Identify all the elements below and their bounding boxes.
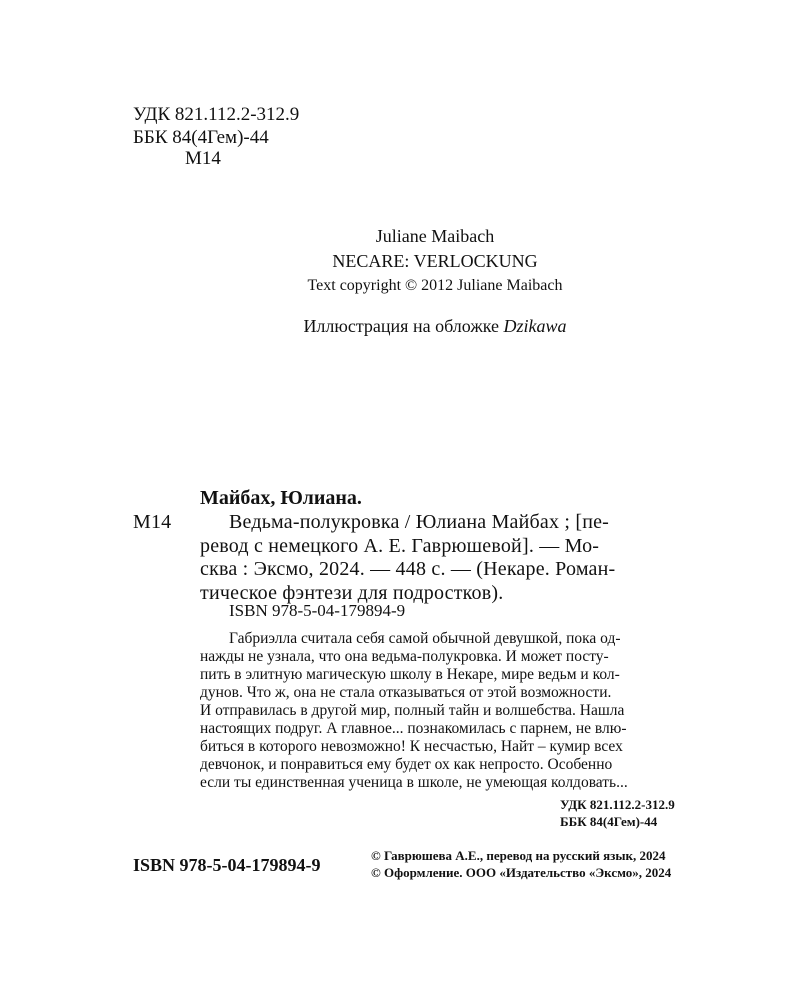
annotation-line: биться в которого невозможно! К несчастью, Найт – кумир всех	[200, 738, 623, 755]
annotation-line: девчонок, и понравиться ему будет ох как непросто. Особенно	[200, 756, 613, 773]
bib-line: сква : Эксмо, 2024. — 448 с. — (Некаре. Роман-	[200, 558, 616, 580]
bib-line: ревод с немецкого А. Е. Гаврюшевой]. — Мо-	[200, 535, 600, 557]
bib-isbn: ISBN 978-5-04-179894-9	[229, 601, 406, 620]
author-mark: М14	[185, 148, 221, 169]
bib-author-mark: М14	[133, 511, 172, 533]
illustration-credit	[0, 316, 800, 337]
annotation-line: Габриэлла считала себя самой обычной девушкой, пока од-	[229, 630, 621, 647]
text-copyright: Text copyright © 2012 Juliane Maibach	[307, 277, 563, 294]
illustrator-name: Dzikawa	[503, 316, 567, 336]
annotation-line: настоящих подруг. А главное... познакомилась с парнем, не влю-	[200, 720, 627, 737]
annotation-line: если ты единственная ученица в школе, не умеющая колдовать...	[200, 774, 628, 791]
udk-code-bottom: УДК 821.112.2-312.9	[560, 797, 675, 812]
annotation-line: И отправилась в другой мир, полный тайн и волшебства. Нашла	[200, 702, 625, 719]
illustration-prefix: Иллюстрация на обложке	[303, 316, 500, 336]
bbk-code-bottom: ББК 84(4Гем)-44	[560, 814, 658, 829]
annotation-line: дунов. Что ж, она не стала отказываться от этой возможности.	[200, 684, 612, 701]
annotation-line: нажды не узнала, что она ведьма-полукровка. И может посту-	[200, 648, 609, 665]
design-copyright: © Оформление. ООО «Издательство «Эксмо», 2024	[371, 865, 672, 880]
bib-author: Майбах, Юлиана.	[200, 487, 362, 509]
bib-line: Ведьма-полукровка / Юлиана Майбах ; [пе-	[229, 511, 610, 533]
bbk-code: ББК 84(4Гем)-44	[133, 127, 269, 148]
bib-line: тическое фэнтези для подростков).	[200, 582, 504, 604]
annotation-line: пить в элитную магическую школу в Некаре, мире ведьм и кол-	[200, 666, 620, 683]
original-author: Juliane Maibach	[375, 226, 495, 246]
footer-isbn: ISBN 978-5-04-179894-9	[133, 855, 321, 875]
original-title: NECARE: VERLOCKUNG	[332, 251, 538, 271]
translation-copyright: © Гаврюшева А.Е., перевод на русский язык, 2024	[371, 848, 666, 863]
udk-code: УДК 821.112.2-312.9	[133, 104, 300, 125]
